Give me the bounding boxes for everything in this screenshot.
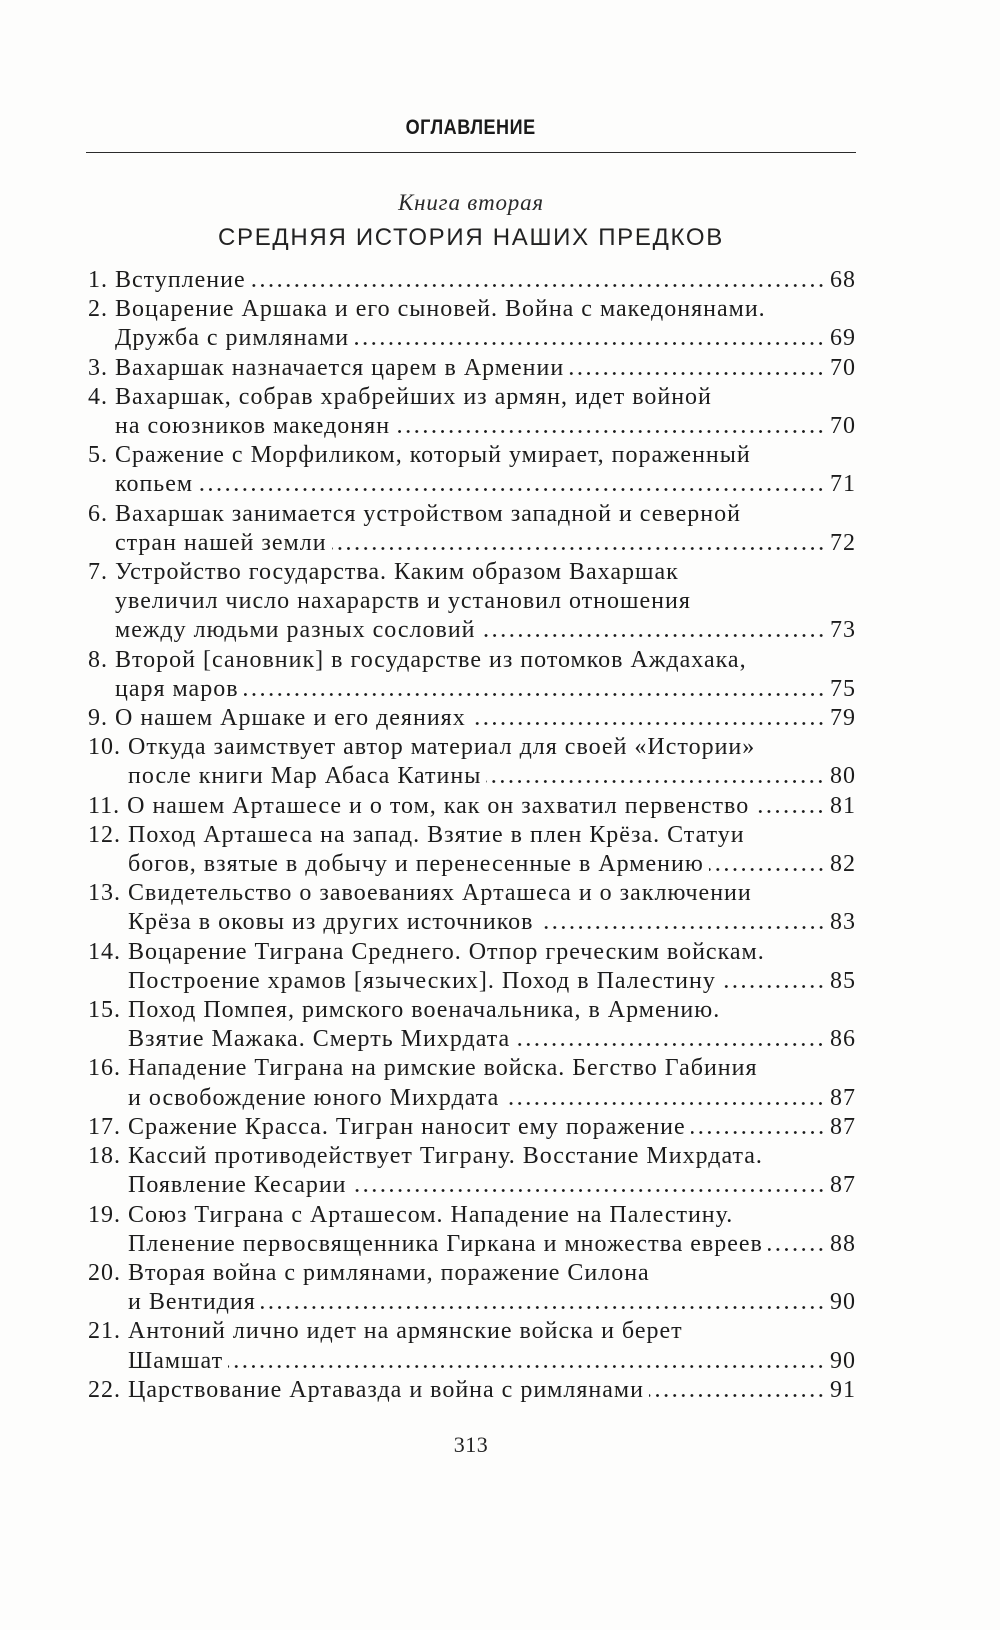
toc-entry [88,441,856,499]
toc-entry-page-number: 80 [830,763,856,790]
toc-entry-line [128,762,856,791]
dot-leader [251,284,825,287]
book-label: Книга вторая [398,190,544,215]
toc-entry-line [128,1025,856,1054]
toc-entry [88,383,856,441]
toc-entry-title [115,500,856,558]
toc-entry-text: Взятие Мажака. Смерть Михрдата [128,1026,511,1053]
toc-entry-text: Дружба с римлянами [115,325,350,352]
toc-entry-line [115,441,856,470]
toc-entry-text: богов, взятые в добычу и перенесенные в Армению [128,851,704,878]
toc-entry-line [128,1376,856,1405]
toc-entry-page-number: 87 [830,1113,856,1140]
toc-entry-text: Вахаршак, собрав храбрейших из армян, идет войной [115,383,712,410]
toc-entry [88,938,856,996]
toc-entry [88,354,856,383]
toc-entry-page-number: 81 [830,792,856,819]
dot-leader [768,1248,825,1251]
toc-entry-text: Кассий противодействует Тиграну. Восстание Михрдата. [128,1143,763,1170]
toc-entry-page-number: 75 [830,675,856,702]
toc-entry-text: царя маров [115,675,239,702]
toc-entry-page-number: 85 [830,967,856,994]
toc-entry-line [115,704,856,733]
toc-entry-text: Царствование Артавазда и война с римлянами [128,1376,644,1403]
toc-entry-page-number: 70 [830,413,856,440]
toc-entry [88,646,856,704]
toc-entry-number: 10. [88,734,121,761]
toc-entry-line [127,792,856,821]
toc-entry-title [128,1113,856,1142]
toc-entry [88,1259,856,1317]
toc-entry-number: 1. [88,267,108,293]
toc-entry-number: 11. [88,792,121,819]
toc-entry-number: 14. [88,938,121,965]
dot-leader [649,1394,825,1397]
toc-entry-line [128,733,856,762]
toc-entry-text: Пленение первосвященника Гиркана и множества евреев [128,1230,763,1257]
toc-entry-page-number: 79 [830,705,856,732]
toc-entry-line [128,1201,856,1230]
toc-entry-title [128,1259,856,1317]
toc-entry-number: 15. [88,997,121,1024]
toc-entry-text: Антоний лично идет на армянские войска и берет [128,1318,683,1345]
dot-leader [691,1131,825,1134]
toc-entry-line [115,324,856,353]
toc-entry-number: 12. [88,821,121,848]
toc-entry-number: 4. [88,383,108,410]
toc-entry [88,879,856,937]
toc-entry-title [128,821,856,879]
toc-entry-line [128,850,856,879]
toc-entry-line [128,879,856,908]
toc-entry-line [128,1171,856,1200]
page-number: 313 [453,1432,489,1457]
toc-entry-line [128,996,856,1025]
toc-entry-title [128,733,856,791]
dot-leader [481,634,825,637]
toc-entry [88,821,856,879]
toc-entry-page-number: 90 [830,1289,856,1316]
toc-entry-line [128,1347,856,1376]
toc-entry-number: 9. [88,705,108,732]
toc-entry-line [128,1142,856,1171]
dot-leader [721,985,825,988]
toc-entry-number: 22. [88,1376,121,1403]
toc-entry-line [115,470,856,499]
toc-entry-title [128,1054,856,1112]
dot-leader [504,1102,825,1105]
toc-entry-title [115,383,856,441]
toc-entry-text: Вступление [115,267,246,293]
toc-entry-line [128,1288,856,1317]
dot-leader [198,488,825,491]
toc-entry-text: копьем [115,471,194,498]
toc-entry [88,1317,856,1375]
toc-entry-page-number: 70 [830,354,856,381]
toc-entry-title [128,996,856,1054]
toc-entry-text: Сражение с Морфиликом, который умирает, пораженный [115,442,751,469]
toc-entry-title [127,792,856,821]
toc-entry-title [115,441,856,499]
toc-entry-line [128,1113,856,1142]
toc-entry-text: Появление Кесарии [128,1172,347,1199]
toc-entry-title [128,1376,856,1405]
toc-entry [88,996,856,1054]
toc-entry-page-number: 68 [830,267,856,293]
toc-entry-title [115,354,856,383]
toc-entry-line [115,616,856,645]
toc-entry-text: Поход Арташеса на запад. Взятие в плен Крёза. Статуи [128,821,745,848]
toc-entry-text: стран нашей земли [115,529,327,556]
toc-entry-page-number: 87 [830,1172,856,1199]
toc-entry-text: Второй [сановник] в государстве из потомков Аждахака, [115,646,747,673]
dot-leader [244,693,825,696]
toc-entry [88,295,856,353]
toc-entry [88,1201,856,1259]
toc-entry-page-number: 90 [830,1347,856,1374]
toc-entry-text: между людьми разных сословий [115,617,476,644]
dot-leader [395,430,825,433]
toc-entry [88,266,856,295]
toc-entry-number: 5. [88,442,108,469]
toc-entry-text: и Вентидия [128,1289,256,1316]
toc-entry-number: 3. [88,354,108,381]
toc-entry-text: Устройство государства. Каким образом Вахаршак [115,559,679,586]
dot-leader [539,926,825,929]
toc-entry-line [128,1259,856,1288]
toc-list [88,266,856,1405]
toc-entry-text: Поход Помпея, римского военачальника, в Армению. [128,997,721,1024]
toc-entry-page-number: 82 [830,851,856,878]
dot-leader [228,1365,825,1368]
toc-entry-title [128,1142,856,1200]
toc-entry-line [115,675,856,704]
toc-entry-page-number: 73 [830,617,856,644]
toc-entry-text: Воцарение Аршака и его сыновей. Война с македонянами. [115,296,766,323]
toc-entry-number: 19. [88,1201,121,1228]
toc-entry-page-number: 91 [830,1376,856,1403]
toc-entry-text: Вторая война с римлянами, поражение Силона [128,1259,650,1286]
dot-leader [354,342,825,345]
toc-entry-text: Построение храмов [языческих]. Поход в Палестину [128,967,716,994]
toc-entry-line [128,1230,856,1259]
toc-entry-number: 7. [88,559,108,586]
toc-entry-line [128,1084,856,1113]
dot-leader [486,780,825,783]
toc-entry [88,733,856,791]
toc-entry [88,704,856,733]
toc-entry-title [115,558,856,646]
toc-entry-line [128,938,856,967]
toc-entry-number: 18. [88,1143,121,1170]
toc-entry-title [115,295,856,353]
toc-entry-text: О нашем Арташесе и о том, как он захватил первенство [127,792,750,819]
toc-entry-text: Нападение Тиграна на римские войска. Бегство Габиния [128,1055,758,1082]
header-rule [86,152,856,153]
toc-entry-number: 6. [88,500,108,527]
toc-entry [88,792,856,821]
toc-entry-text: на союзников македонян [115,413,391,440]
toc-entry-line [115,295,856,324]
toc-entry-line [128,908,856,937]
toc-entry-line [115,558,856,587]
toc-entry-page-number: 71 [830,471,856,498]
toc-entry-text: увеличил число нахарарств и установил отношения [115,588,691,615]
toc-entry-text: Сражение Красса. Тигран наносит ему поражение [128,1113,686,1140]
toc-entry-text: Свидетельство о завоеваниях Арташеса и о заключении [128,880,752,907]
toc-entry-title [115,704,856,733]
toc-entry-line [115,500,856,529]
toc-entry-line [115,529,856,558]
toc-entry-line [128,821,856,850]
running-head [86,114,856,144]
toc-entry-text: О нашем Аршаке и его деяниях [115,705,466,732]
dot-leader [332,547,825,550]
toc-entry-line [128,1317,856,1346]
dot-leader [352,1189,825,1192]
toc-entry-page-number: 69 [830,325,856,352]
toc-entry-number: 20. [88,1259,121,1286]
toc-entry-title [128,1201,856,1259]
toc-entry-line [115,412,856,441]
toc-entry-page-number: 83 [830,909,856,936]
toc-entry-text: и освобождение юного Михрдата [128,1084,500,1111]
toc-entry-page-number: 87 [830,1084,856,1111]
toc-entry-number: 13. [88,880,121,907]
toc-entry-number: 17. [88,1113,121,1140]
dot-leader [754,810,825,813]
toc-entry-title [128,879,856,937]
toc-entry-number: 16. [88,1055,121,1082]
toc-entry-title [115,646,856,704]
toc-entry [88,1054,856,1112]
dot-leader [709,868,825,871]
dot-leader [515,1043,825,1046]
toc-entry-text: Откуда заимствует автор материал для своей «Истории» [128,734,756,761]
dot-leader [471,722,825,725]
toc-entry-text: Вахаршак назначается царем в Армении [115,354,565,381]
running-head-title: ОГЛАВЛЕНИЕ [405,116,537,139]
toc-entry-title [128,1317,856,1375]
toc-entry-page-number: 88 [830,1230,856,1257]
toc-entry-number: 8. [88,646,108,673]
toc-entry-line [128,1054,856,1083]
toc-entry-line [115,587,856,616]
toc-entry-page-number: 72 [830,529,856,556]
toc-entry-text: после книги Мар Абаса Катины [128,763,482,790]
toc-entry-text: Вахаршак занимается устройством западной и северной [115,500,741,527]
toc-entry-number: 21. [88,1318,121,1345]
toc-entry-number: 2. [88,296,108,323]
toc-entry [88,1376,856,1405]
toc-entry-text: Крёза в оковы из других источников [128,909,534,936]
toc-entry-line [115,266,856,295]
toc-entry-title [128,938,856,996]
toc-entry-title [115,266,856,295]
toc-entry [88,500,856,558]
toc-entry-text: Союз Тиграна с Арташесом. Нападение на Палестину. [128,1201,734,1228]
toc-entry-line [128,967,856,996]
dot-leader [261,1306,825,1309]
book-title: СРЕДНЯЯ ИСТОРИЯ НАШИХ ПРЕДКОВ [217,224,725,251]
toc-entry-line [115,646,856,675]
toc-entry-line [115,354,856,383]
toc-entry-page-number: 86 [830,1026,856,1053]
toc-entry [88,558,856,646]
toc-entry [88,1113,856,1142]
toc-entry [88,1142,856,1200]
dot-leader [569,372,825,375]
toc-entry-text: Воцарение Тиграна Среднего. Отпор греческим войскам. [128,938,765,965]
toc-entry-text: Шамшат [128,1347,224,1374]
toc-entry-line [115,383,856,412]
